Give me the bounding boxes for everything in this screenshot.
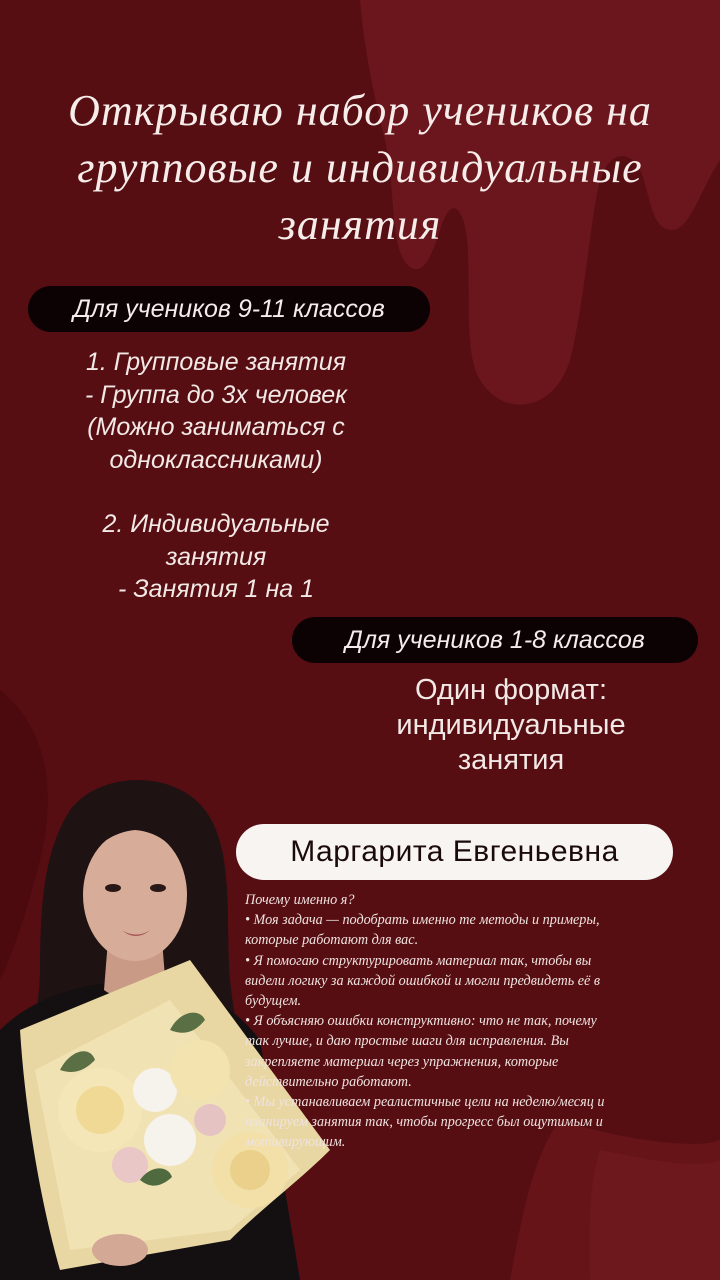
group-line-1: 1. Групповые занятия <box>85 348 347 376</box>
senior-grades-badge: Для учеников 9-11 классов <box>28 286 430 332</box>
format-line-1: Один формат: <box>415 674 607 706</box>
format-line-2: индивидуальные <box>396 709 626 741</box>
why-line: • Я объясняю ошибки конструктивно: что не так, почему <box>245 1013 597 1030</box>
group-line-3: (Можно заниматься с <box>87 413 345 441</box>
why-line: • Мы устанавливаем реалистичные цели на неделю/месяц и <box>245 1094 605 1111</box>
why-line: так лучше, и даю простые шаги для исправления. Вы <box>245 1033 569 1050</box>
individual-line-2: занятия <box>165 542 267 571</box>
individual-line-1: 2. Индивидуальные <box>102 510 330 538</box>
why-line: • Моя задача — подобрать именно те методы и примеры, <box>245 912 600 929</box>
individual-lessons-block <box>60 508 372 606</box>
headline-line-2: групповые и индивидуальные <box>77 143 643 192</box>
headline-line-1: Открываю набор учеников на <box>68 86 652 135</box>
headline-line-3: занятия <box>278 200 442 249</box>
why-line: будущем. <box>245 993 302 1010</box>
why-line: • Я помогаю структурировать материал так, чтобы вы <box>245 952 592 969</box>
why-line: планируем занятия так, чтобы прогресс был ощутимым и <box>245 1114 603 1131</box>
format-line-3: занятия <box>457 744 565 776</box>
individual-line-3: - Занятия 1 на 1 <box>117 575 315 603</box>
group-line-4: одноклассниками) <box>109 445 323 474</box>
junior-grades-badge: Для учеников 1-8 классов <box>292 617 698 663</box>
why-line: которые работают для вас. <box>245 932 419 949</box>
why-line: закрепляете материал через упражнения, которые <box>245 1053 559 1070</box>
why-line: мотивирующим. <box>245 1134 346 1151</box>
why-me-text <box>245 890 705 1153</box>
teacher-name-badge: Маргарита Евгеньевна <box>236 824 673 880</box>
headline <box>0 82 720 253</box>
junior-format-block <box>360 673 662 778</box>
why-line: действительно работают. <box>245 1073 412 1090</box>
why-line: видели логику за каждой ошибкой и могли предвидеть её в <box>245 972 600 989</box>
group-lessons-block <box>30 346 402 476</box>
why-line: Почему именно я? <box>245 892 355 908</box>
group-line-2: - Группа до 3х человек <box>85 380 347 409</box>
